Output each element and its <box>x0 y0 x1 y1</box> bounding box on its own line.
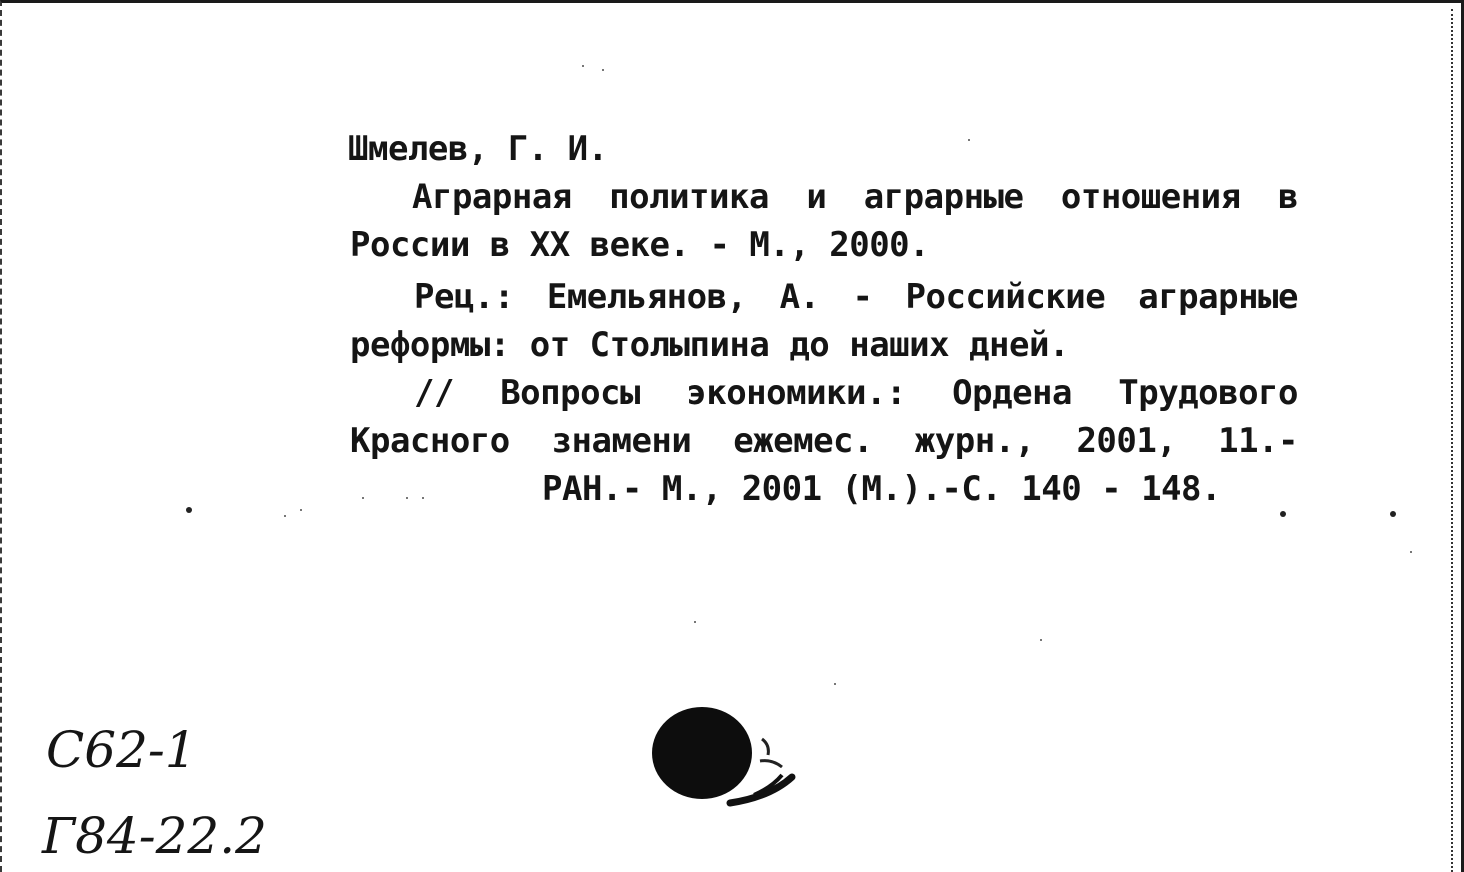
author-heading: Шмелев, Г. И. <box>348 129 608 169</box>
source-line-2: Красного знамени ежемес. журн., 2001, 11.- <box>350 421 1298 461</box>
review-line-1: Рец.: Емельянов, А. - Российские аграрные <box>414 277 1298 317</box>
scan-speck <box>1410 551 1412 553</box>
scan-dot <box>1390 511 1396 517</box>
scan-speck <box>406 497 408 499</box>
scan-speck <box>284 515 286 517</box>
scan-speck <box>602 69 604 71</box>
review-line-2: реформы: от Столыпина до наших дней. <box>350 325 1069 365</box>
source-line-3: РАН.- М., 2001 (М.).-С. 140 - 148. <box>542 469 1221 509</box>
scan-dot <box>1280 511 1286 517</box>
source-line-1: // Вопросы экономики.: Ордена Трудового <box>414 373 1298 413</box>
scan-speck <box>362 497 364 499</box>
shelfmark-2: Г84-22.2 <box>42 807 267 865</box>
scan-speck <box>422 497 424 499</box>
scan-speck <box>1040 639 1042 641</box>
card-edge <box>1451 9 1453 872</box>
scan-dot <box>186 507 192 513</box>
scan-speck <box>968 139 970 141</box>
scan-speck <box>834 683 836 685</box>
scan-speck <box>694 621 696 623</box>
shelfmark-1: C62-1 <box>46 721 197 779</box>
title-line-1: Аграрная политика и аграрные отношения в <box>412 177 1298 217</box>
punch-hole <box>642 699 802 815</box>
scan-speck <box>300 509 302 511</box>
title-line-2: России в XX веке. - М., 2000. <box>350 225 930 265</box>
scan-speck <box>582 65 584 67</box>
